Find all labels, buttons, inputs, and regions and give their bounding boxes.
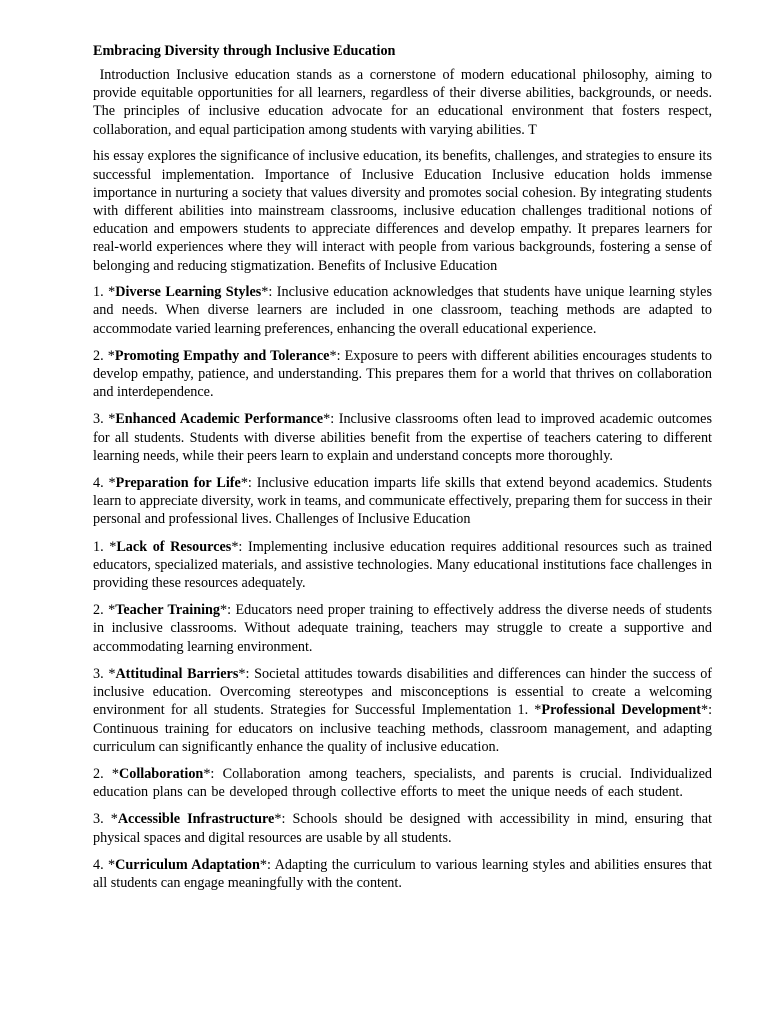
list-item — [93, 856, 712, 892]
item-body-secondary: *: Continuous training for educators on inclusive teaching methods, classroom management, and adapting curriculum can significantly enhance the quality of inclusive education. — [93, 702, 713, 755]
item-heading: Enhanced Academic Performance — [115, 411, 324, 428]
importance-paragraph: his essay explores the significance of inclusive education, its benefits, challenges, and strategies to ensure its successful implementation. Importance of Inclusive Education Inclusive education holds immense importance in nurturing a society that values diversity and promotes social cohesion. By integrating students with different abilities into mainstream classrooms, inclusive education challenges traditional notions of education and empowers students to appreciate differences and develop empathy. It prepares learners for real-world experiences where they will interact with people from various backgrounds, fostering a sense of belonging and reducing stigmatization. Benefits of Inclusive Education — [93, 148, 712, 274]
item-prefix: 3. * — [93, 811, 118, 828]
list-item — [93, 347, 712, 402]
item-prefix: 3. * — [93, 665, 116, 682]
document-title: Embracing Diversity through Inclusive Education — [93, 43, 396, 59]
item-body: *: Exposure to peers with different abilities encourages students to develop empathy, patience, and understanding. This prepares them for a world that thrives on collaboration and interdependence. — [93, 347, 713, 401]
item-heading-secondary: Professional Development — [541, 702, 701, 719]
item-heading: Preparation for Life — [115, 475, 241, 492]
item-heading: Accessible Infrastructure — [117, 811, 275, 828]
item-body: *: Collaboration among teachers, specialists, and parents is crucial. Individualized education plans can be developed through collective efforts to meet the unique needs of each student. — [93, 765, 712, 801]
item-prefix: 4. * — [93, 856, 116, 873]
item-body: *: Inclusive education imparts life skills that extend beyond academics. Students learn to appreciate diversity, work in teams, and communicate effectively, preparing them for success in their personal and professional lives. Challenges of Inclusive Education — [93, 475, 712, 528]
item-body: *: Inclusive classrooms often lead to improved academic outcomes for all students. Students with diverse abilities benefit from the expertise of teachers catering to different learning needs, while their peers learn to explain and understand concepts more thoroughly. — [93, 411, 712, 464]
list-item — [93, 765, 712, 801]
list-item — [93, 410, 712, 465]
item-body: *: Adapting the curriculum to various learning styles and abilities ensures that all students can engage meaningfully with the content. — [93, 856, 712, 891]
list-item — [93, 538, 712, 593]
intro-paragraph: Introduction Inclusive education stands as a cornerstone of modern educational philosophy, aiming to provide equitable opportunities for all learners, regardless of their diverse abilities, backgrounds, or needs. The principles of inclusive education advocate for an educational environment that fosters respect, collaboration, and equal participation among students with varying abilities. T — [93, 67, 716, 138]
item-body: *: Implementing inclusive education requires additional resources such as trained educators, specialized materials, and assistive technologies. Many educational institutions face challenges in providing these resources adequately. — [93, 538, 712, 592]
item-body: *: Societal attitudes towards disabilities and differences can hinder the success of inclusive education. Overcoming stereotypes and misconceptions is essential to create a welcoming environment for all students. Strategies for Successful Implementation 1. * — [93, 665, 713, 719]
item-prefix: 3. * — [93, 411, 116, 428]
item-heading: Promoting Empathy and Tolerance — [114, 347, 330, 364]
item-prefix: 2. * — [93, 602, 116, 619]
list-item — [93, 665, 712, 756]
item-prefix: 1. * — [93, 284, 116, 301]
item-heading: Teacher Training — [115, 602, 221, 619]
item-heading: Curriculum Adaptation — [115, 856, 260, 873]
list-item — [93, 283, 712, 338]
item-body: *: Inclusive education acknowledges that students have unique learning styles and needs. When diverse learners are included in one classroom, teaching methods are adapted to accommodate varied learning preferences, enhancing the overall educational experience. — [93, 284, 712, 337]
item-body: *: Schools should be designed with accessibility in mind, ensuring that physical spaces and digital resources are usable by all students. — [93, 811, 712, 846]
item-heading: Lack of Resources — [116, 538, 232, 555]
item-prefix: 1. * — [93, 538, 117, 555]
list-item — [93, 474, 712, 529]
item-body: *: Educators need proper training to effectively address the diverse needs of students in inclusive classrooms. Without adequate training, teachers may struggle to create a supportive and accommodating learning environment. — [93, 602, 712, 655]
item-heading: Collaboration — [118, 765, 204, 782]
item-heading: Attitudinal Barriers — [115, 665, 239, 682]
item-prefix: 2. * — [93, 347, 115, 364]
list-item — [93, 601, 712, 656]
list-item — [93, 810, 712, 846]
item-prefix: 2. * — [93, 765, 119, 782]
item-heading: Diverse Learning Styles — [115, 284, 262, 301]
item-prefix: 4. * — [93, 475, 116, 492]
